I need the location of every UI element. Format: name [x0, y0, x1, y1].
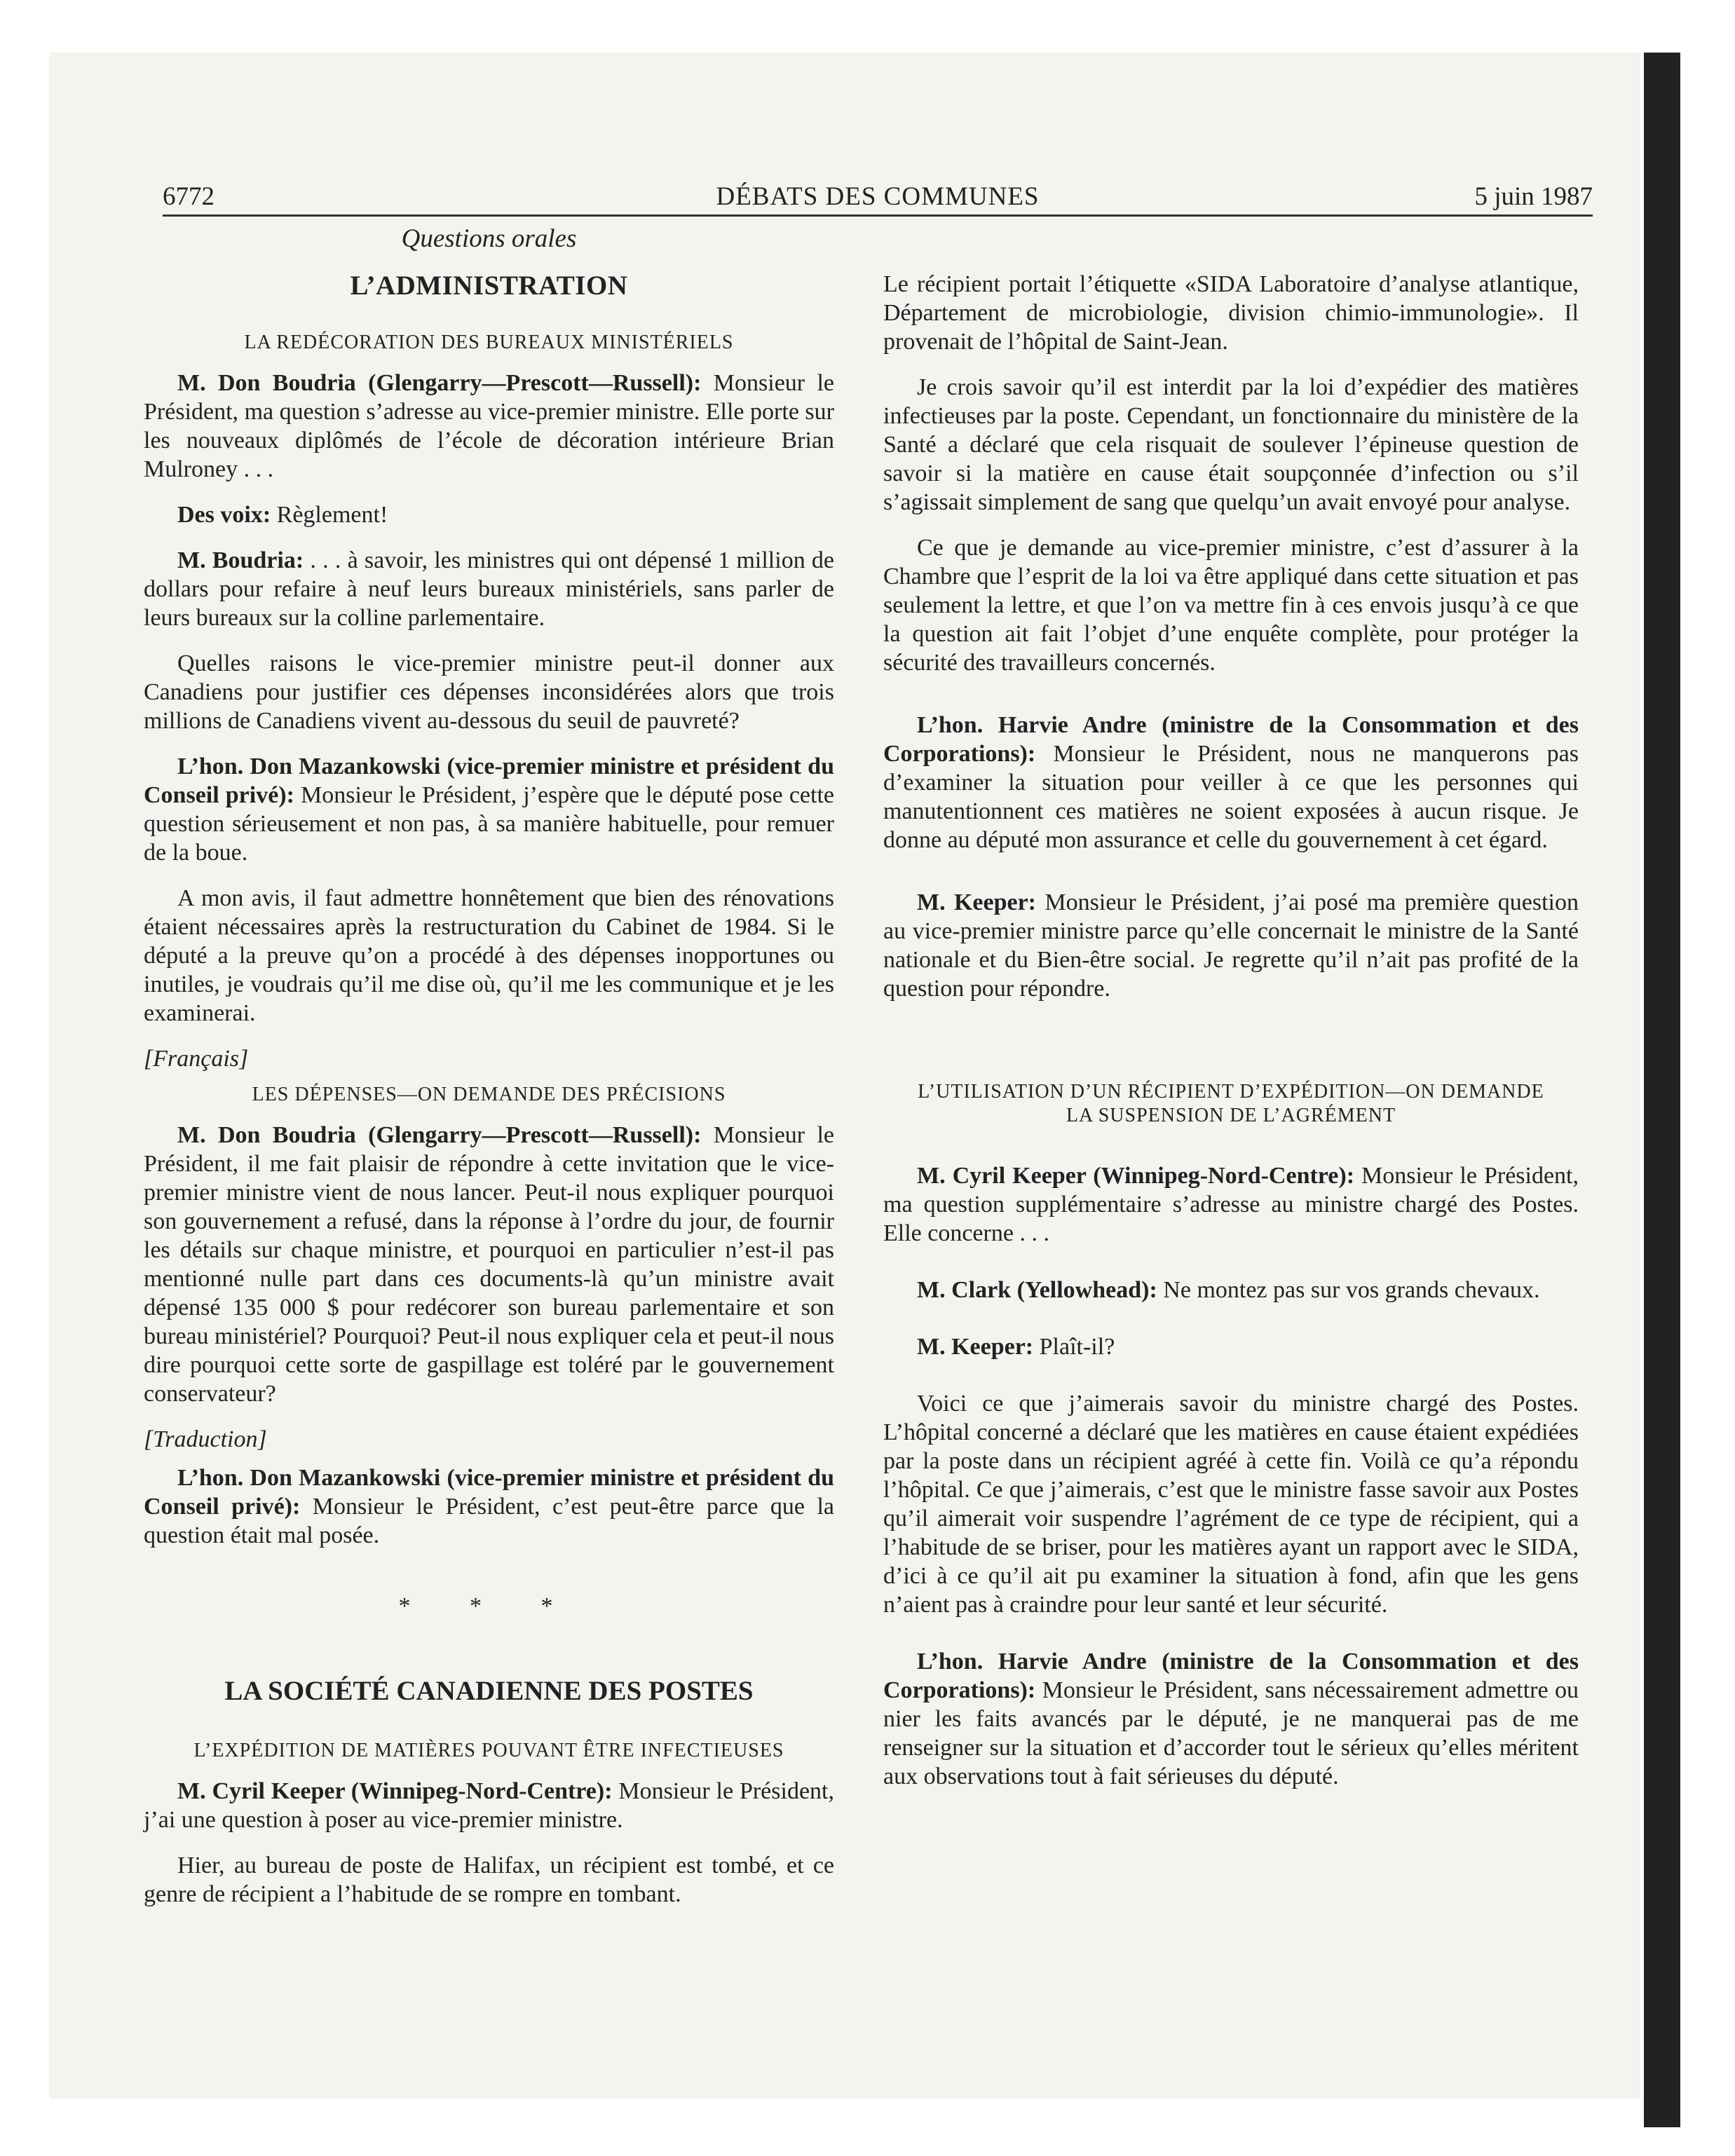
speech-paragraph [144, 369, 834, 484]
speaker-name: Des voix: [177, 502, 271, 528]
language-marker: [Français] [144, 1046, 249, 1072]
scan-edge-bar [1644, 53, 1680, 2127]
speech-paragraph [883, 373, 1579, 517]
speech-text: Plaît-il? [1039, 1334, 1115, 1360]
rubric-heading: Questions orales [401, 224, 577, 253]
speech-paragraph [144, 884, 834, 1028]
speaker-name: M. Keeper: [917, 1334, 1034, 1360]
speech-paragraph [883, 1332, 1579, 1361]
speech-text: Monsieur le Président, j’ai posé ma première question au vice-premier ministre parce qu’elle concernait le ministre de la Santé nationale et du Bien-être social. Je regrette qu’il n’ait pas profité de la question pour répondre. [883, 889, 1579, 1002]
speech-paragraph [144, 1777, 834, 1834]
section-title: LA SOCIÉTÉ CANADIENNE DES POSTES [224, 1676, 754, 1706]
speech-paragraph [144, 546, 834, 632]
speech-paragraph [144, 1121, 834, 1408]
subsection-heading [883, 1080, 1579, 1128]
subsection-heading: LA REDÉCORATION DES BUREAUX MINISTÉRIELS [244, 332, 734, 353]
speaker-name: M. Don Boudria (Glengarry—Prescott—Russell): [177, 370, 702, 396]
speech-paragraph [883, 1161, 1579, 1248]
speech-paragraph [883, 711, 1579, 854]
section-separator: * * * [398, 1593, 580, 1619]
speech-paragraph [144, 752, 834, 867]
left-column [144, 224, 834, 1925]
section-title: L’ADMINISTRATION [350, 271, 628, 301]
speech-paragraph [883, 533, 1579, 677]
subsection-heading-line: LA SUSPENSION DE L’AGRÉMENT [1066, 1105, 1396, 1126]
speaker-name: L’hon. Harvie Andre (ministre de la Consommation et des Corporations): [883, 712, 1579, 767]
speech-text: Je crois savoir qu’il est interdit par la loi d’expédier des matières infectieuses par la poste. Cependant, un fonctionnaire du ministère de la Santé a déclaré que cela risquait de soulever l’épineuse question de savoir si la matière en cause était soupçonnée d’infection ou s’il s’agissait simplement de sang que quelqu’un avait envoyé pour analyse. [883, 374, 1579, 515]
speaker-name: M. Cyril Keeper (Winnipeg-Nord-Centre): [177, 1778, 613, 1804]
language-marker: [Traduction] [144, 1426, 267, 1452]
right-column [883, 270, 1579, 1808]
speech-text: Règlement! [276, 502, 388, 528]
publication-date: 5 juin 1987 [1474, 182, 1593, 211]
speech-text: Voici ce que j’aimerais savoir du ministre chargé des Postes. L’hôpital concerné a déclaré que les matières en cause étaient expédiées par la poste dans un récipient agréé à cette fin. Voilà ce qu’a répondu l’hôpital. Ce que j’aimerais, c’est que le ministre fasse savoir aux Postes qu’il aimerait voir suspendre l’agrément de ce type de récipient, qui a l’habitude de se briser, pour les matières ayant un rapport avec le SIDA, d’ici à ce qu’il ait pu examiner la situation à fond, afin que les gens n’aient pas à craindre pour leur santé et leur sécurité. [883, 1391, 1579, 1618]
speech-paragraph [144, 649, 834, 735]
speech-text: Monsieur le Président, nous ne manquerons pas d’examiner la situation pour veiller à ce que les personnes qui manutentionnent ces matières ne soient exposées à aucun risque. Je donne au député mon assurance et celle du gouvernement à cet égard. [883, 741, 1579, 853]
speech-text: Monsieur le Président, sans nécessairement admettre ou nier les faits avancés par le député, je ne manquerai pas de me renseigner sur la situation et d’accorder tout le sérieux qu’elles méritent aux observations tout à fait sérieuses du député. [883, 1677, 1579, 1789]
speech-text: Monsieur le Président, il me fait plaisir de répondre à cette invitation que le vice-premier ministre vient de nous lancer. Peut-il nous expliquer pourquoi son gouvernement a refusé, dans la réponse à l’ordre du jour, de fournir les détails sur chaque ministre, et pourquoi en particulier n’est-il pas mentionné nulle part dans ces documents-là qu’un ministre avait dépensé 135 000 $ pour redécorer son bureau parlementaire et son bureau ministériel? Pourquoi? Peut-il nous expliquer cela et peut-il nous dire pourquoi cette sorte de gaspillage est toléré par le gouvernement conservateur? [144, 1122, 834, 1407]
speaker-name: L’hon. Don Mazankowski (vice-premier ministre et président du Conseil privé): [144, 1465, 834, 1520]
speech-text: Monsieur le Président, ma question s’adresse au vice-premier ministre. Elle porte sur les nouveaux diplômés de l’école de décoration intérieure Brian Mulroney . . . [144, 370, 834, 482]
speaker-name: L’hon. Don Mazankowski (vice-premier ministre et président du Conseil privé): [144, 753, 834, 808]
speech-paragraph [883, 1389, 1579, 1619]
speaker-name: M. Cyril Keeper (Winnipeg-Nord-Centre): [917, 1163, 1355, 1189]
speech-paragraph [883, 270, 1579, 356]
speech-paragraph [883, 1647, 1579, 1791]
speaker-name: M. Don Boudria (Glengarry—Prescott—Russell): [177, 1122, 702, 1148]
speech-text: Hier, au bureau de poste de Halifax, un récipient est tombé, et ce genre de récipient a l’habitude de se rompre en tombant. [144, 1853, 834, 1907]
speech-paragraph [144, 1464, 834, 1550]
speech-text: Monsieur le Président, j’espère que le député pose cette question sérieusement et non pas, à sa manière habituelle, pour remuer de la boue. [144, 782, 835, 866]
page-header [163, 168, 1593, 217]
subsection-heading: LES DÉPENSES—ON DEMANDE DES PRÉCISIONS [252, 1084, 726, 1105]
speech-text: Quelles raisons le vice-premier ministre peut-il donner aux Canadiens pour justifier ces dépenses inconsidérées alors que trois millions de Canadiens vivent au-dessous du seuil de pauvreté? [144, 650, 834, 734]
publication-title: DÉBATS DES COMMUNES [716, 182, 1040, 211]
speech-paragraph [883, 1276, 1579, 1304]
speech-paragraph [144, 1851, 834, 1909]
speech-text: Monsieur le Président, c’est peut-être parce que la question était mal posée. [144, 1494, 834, 1548]
subsection-heading-line: L’UTILISATION D’UN RÉCIPIENT D’EXPÉDITION—ON DEMANDE [918, 1081, 1544, 1103]
speech-paragraph [883, 888, 1579, 1003]
speaker-name: L’hon. Harvie Andre (ministre de la Consommation et des Corporations): [883, 1649, 1579, 1703]
speech-text: Monsieur le Président, ma question supplémentaire s’adresse au ministre chargé des Postes. Elle concerne . . . [883, 1163, 1579, 1246]
speaker-name: M. Keeper: [917, 889, 1036, 915]
page-number: 6772 [163, 182, 215, 211]
speech-text: Monsieur le Président, j’ai une question à poser au vice-premier ministre. [144, 1778, 834, 1833]
subsection-heading: L’EXPÉDITION DE MATIÈRES POUVANT ÊTRE INFECTIEUSES [193, 1740, 784, 1761]
speech-text: . . . à savoir, les ministres qui ont dépensé 1 million de dollars pour refaire à neuf leurs bureaux ministériels, sans parler de leurs bureaux sur la colline parlementaire. [144, 547, 835, 631]
speaker-name: M. Clark (Yellowhead): [917, 1277, 1157, 1303]
speech-paragraph [144, 500, 834, 529]
speech-text: Le récipient portait l’étiquette «SIDA Laboratoire d’analyse atlantique, Département de microbiologie, division chimio-immunologie». Il provenait de l’hôpital de Saint-Jean. [883, 271, 1579, 355]
speech-text: A mon avis, il faut admettre honnêtement que bien des rénovations étaient nécessaires après la restructuration du Cabinet de 1984. Si le député a la preuve qu’on a procédé à des dépenses inopportunes ou inutiles, je voudrais qu’il me dise où, qu’il me les communique et je les examinerai. [144, 885, 834, 1026]
speaker-name: M. Boudria: [177, 547, 304, 573]
speech-text: Ce que je demande au vice-premier ministre, c’est d’assurer à la Chambre que l’esprit de la loi va être appliqué dans cette situation et pas seulement la lettre, et que l’on va mettre fin à ces envois jusqu’à ce que la question ait fait l’objet d’une enquête complète, pour protéger la sécurité des travailleurs concernés. [883, 535, 1579, 676]
speech-text: Ne montez pas sur vos grands chevaux. [1163, 1277, 1540, 1303]
